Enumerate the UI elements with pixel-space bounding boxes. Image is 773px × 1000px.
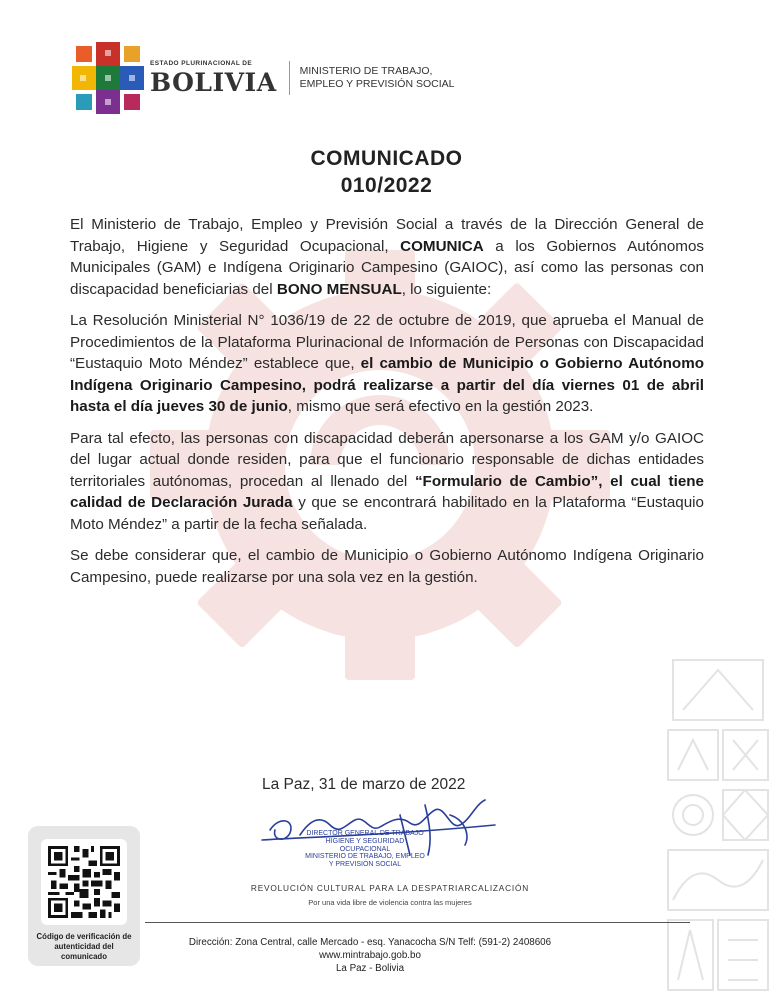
footer-city: La Paz - Bolivia	[335, 963, 405, 974]
footer-website[interactable]: www.mintrabajo.gob.bo	[319, 950, 421, 961]
bold-text: el cambio de Municipio o Gobierno Autónomo Indígena Originario Campesino, podrá realizarse a partir del día viernes 01 de abril hasta el día jueves 30 de junio	[70, 355, 704, 415]
text: Para tal efecto, las personas con discapacidad deberán apersonarse a los GAM y/o GAIOC del lugar actual donde residen, para que el funcionario responsable de dichas entidades territoriales autónomas, procedan al llenado del	[70, 429, 704, 490]
stamp-line: DIRECTOR GENERAL DE TRABAJO	[306, 830, 424, 837]
verification-qr-card	[28, 826, 140, 966]
footer	[145, 936, 595, 975]
slogan-main: REVOLUCIÓN CULTURAL PARA LA DESPATRIARCALIZACIÓN	[250, 883, 530, 893]
slogan-sub: Por una vida libre de violencia contra las mujeres	[308, 898, 472, 907]
header-divider	[289, 61, 290, 95]
paragraph-2	[70, 310, 704, 418]
letterhead	[72, 42, 454, 114]
ministry-line: MINISTERIO DE TRABAJO,	[299, 65, 433, 77]
bold-text: “Formulario de Cambio”, el cual tiene calidad de Declaración Jurada	[70, 472, 704, 511]
text: a los Gobiernos Autónomos Municipales (GAM) e Indígena Originario Campesino (GAIOC), así como las personas con discapacidad beneficiarias del	[70, 237, 704, 298]
qr-caption-line: autenticidad del comunicado	[54, 942, 114, 961]
stamp-line: MINISTERIO DE TRABAJO, EMPLEO	[305, 853, 425, 861]
qr-caption-line: Código de verificación de	[36, 932, 132, 941]
stamp-line: Y PREVISIÓN SOCIAL	[328, 861, 402, 869]
slogan	[240, 883, 540, 907]
stamp-line: HIGIENE Y SEGURIDAD OCUPACIONAL	[325, 837, 405, 853]
document-body	[70, 214, 704, 598]
text: El Ministerio de Trabajo, Empleo y Previsión Social a través de la Dirección General de Trabajo, Higiene y Seguridad Ocupacional,	[70, 216, 704, 255]
text: , mismo que será efectivo en la gestión 2023.	[287, 398, 594, 415]
ministry-line: EMPLEO Y PREVISIÓN SOCIAL	[299, 78, 455, 90]
qr-code-icon[interactable]	[48, 846, 120, 918]
paragraph-1	[70, 214, 704, 300]
title-heading: COMUNICADO	[310, 147, 463, 170]
ministry-name	[300, 65, 455, 91]
country-name: BOLIVIA	[150, 67, 277, 97]
qr-caption	[32, 932, 136, 962]
decorative-pattern	[663, 650, 773, 1000]
brand	[150, 61, 277, 95]
official-stamp	[300, 830, 430, 869]
document-title	[0, 145, 773, 199]
place-date: La Paz, 31 de marzo de 2022	[262, 776, 466, 793]
qr-frame	[41, 839, 127, 925]
title-number: 010/2022	[340, 174, 433, 197]
text: y que se encontrará habilitado en la Plataforma “Eustaquio Moto Méndez” a partir de la fecha señalada.	[70, 494, 705, 533]
text: , lo siguiente:	[401, 280, 492, 298]
bolivia-logo-icon	[72, 42, 144, 114]
text: La Resolución Ministerial N° 1036/19 de 22 de octubre de 2019, que aprueba el Manual de Procedimientos de la Plataforma Plurinacional de Información de Personas con Discapacidad “Eustaquio Moto Méndez” establece que,	[70, 312, 704, 372]
bold-text: BONO MENSUAL	[276, 280, 402, 298]
footer-divider	[145, 922, 690, 923]
bold-text: COMUNICA	[400, 237, 484, 255]
paragraph-3	[70, 428, 704, 536]
footer-address: Dirección: Zona Central, calle Mercado - esq. Yanacocha S/N Telf: (591-2) 2408606	[188, 937, 552, 948]
paragraph-4: Se debe considerar que, el cambio de Municipio o Gobierno Autónomo Indígena Originario Campesino, puede realizarse por una sola vez en la gestión.	[70, 547, 704, 586]
state-label: ESTADO PLURINACIONAL DE	[150, 60, 253, 68]
